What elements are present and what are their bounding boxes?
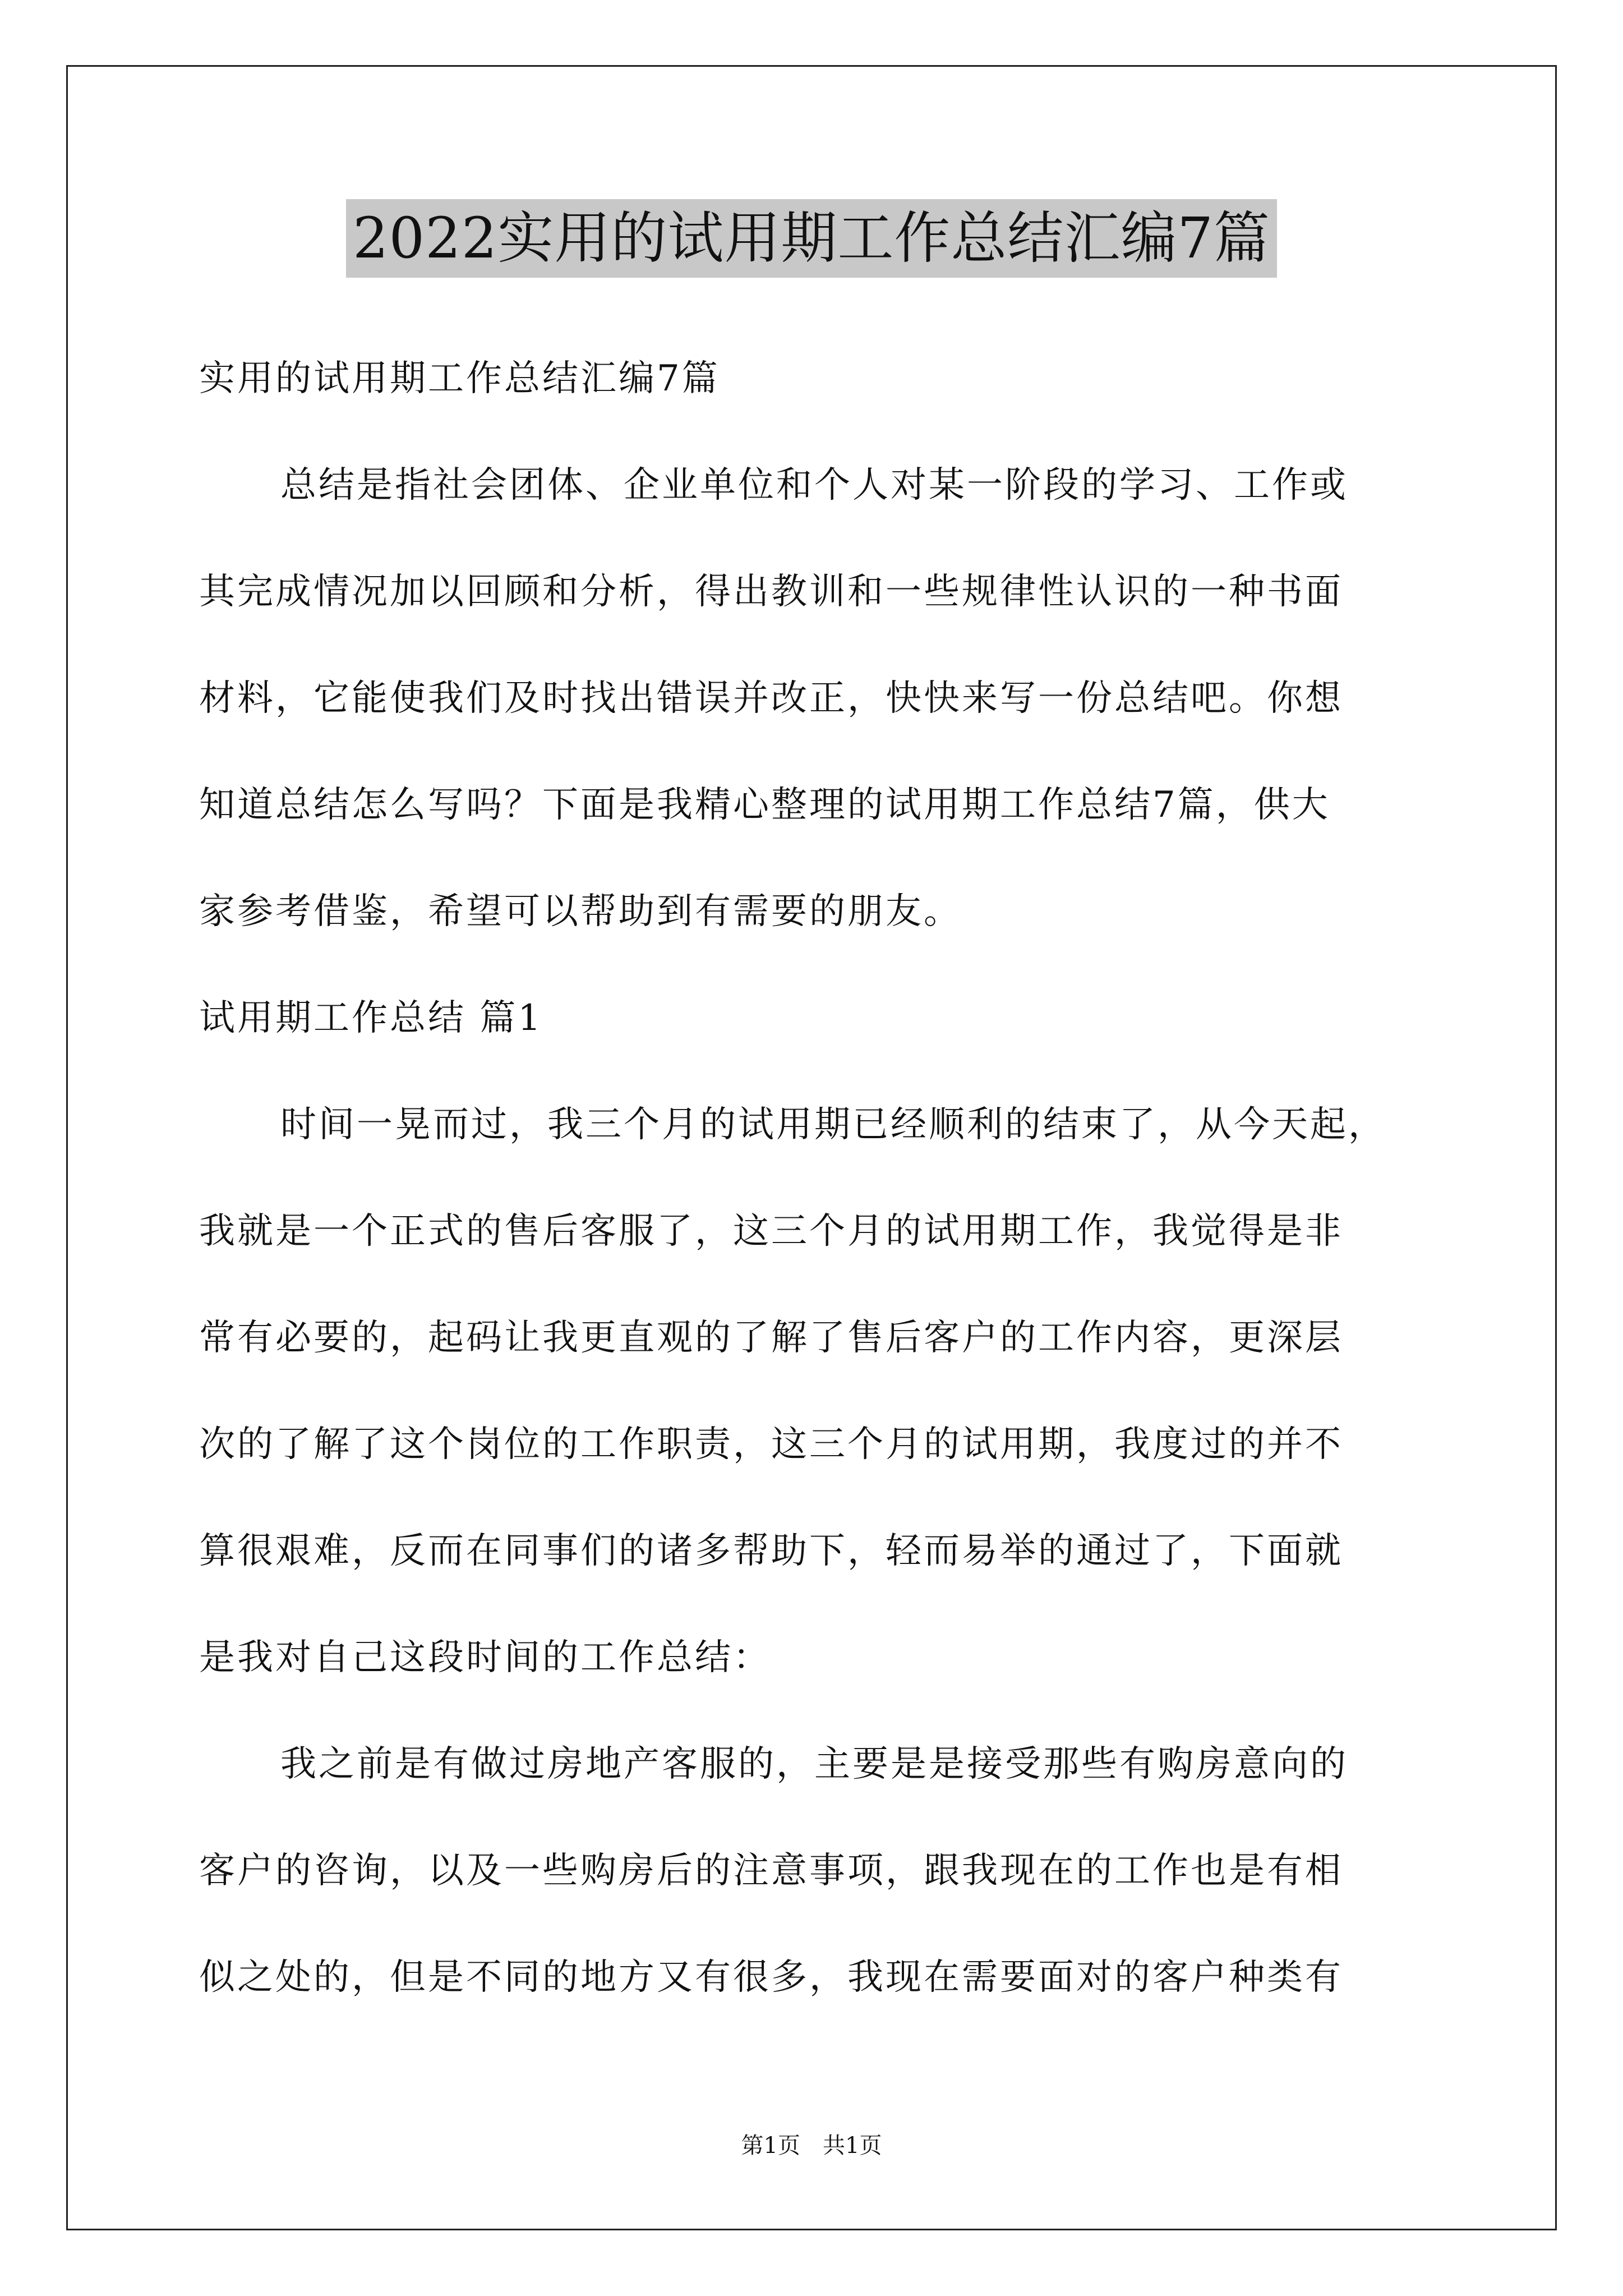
intro-line: 材料，它能使我们及时找出错误并改正，快快来写一份总结吧。你想	[199, 678, 1343, 719]
title-wrap	[0, 199, 1623, 278]
intro-line: 总结是指社会团体、企业单位和个人对某一阶段的学习、工作或	[280, 464, 1348, 506]
paragraph-line: 客户的咨询，以及一些购房后的注意事项，跟我现在的工作也是有相	[199, 1850, 1343, 1892]
paragraph-line: 次的了解了这个岗位的工作职责，这三个月的试用期，我度过的并不	[199, 1424, 1343, 1465]
paragraph-line: 时间一晃而过，我三个月的试用期已经顺利的结束了，从今天起，	[280, 1104, 1386, 1145]
paragraph-line: 是我对自己这段时间的工作总结：	[199, 1637, 771, 1678]
intro-line: 家参考借鉴，希望可以帮助到有需要的朋友。	[199, 891, 962, 932]
paragraph-line: 算很艰难，反而在同事们的诸多帮助下，轻而易举的通过了，下面就	[199, 1530, 1343, 1572]
intro-line: 知道总结怎么写吗？下面是我精心整理的试用期工作总结7篇，供大	[199, 784, 1330, 826]
paragraph-line: 我就是一个正式的售后客服了，这三个月的试用期工作，我觉得是非	[199, 1211, 1343, 1252]
paragraph-line: 似之处的，但是不同的地方又有很多，我现在需要面对的客户种类有	[199, 1957, 1343, 1998]
paragraph-line: 常有必要的，起码让我更直观的了解了售后客户的工作内容，更深层	[199, 1317, 1343, 1359]
intro-line: 其完成情况加以回顾和分析，得出教训和一些规律性认识的一种书面	[199, 571, 1343, 613]
page-footer: 第1页 共1页	[741, 2133, 882, 2159]
document-title: 2022实用的试用期工作总结汇编7篇	[346, 199, 1277, 278]
section-heading: 试用期工作总结 篇1	[199, 997, 543, 1039]
subtitle: 实用的试用期工作总结汇编7篇	[199, 358, 720, 399]
paragraph-line: 我之前是有做过房地产客服的，主要是是接受那些有购房意向的	[280, 1743, 1348, 1785]
